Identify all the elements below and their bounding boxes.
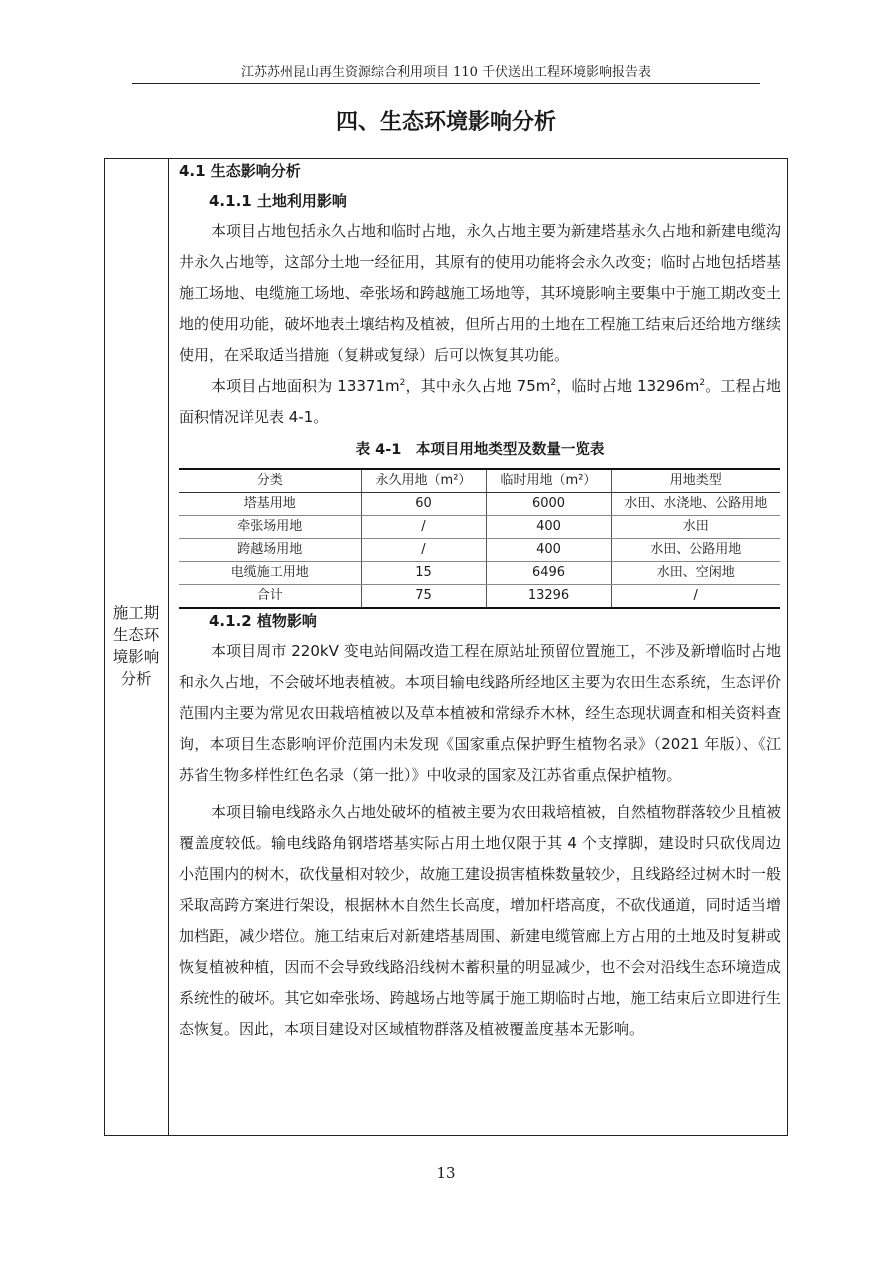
land-use-heading: 4.1.1 土地利用影响 [209,192,347,210]
land-use-paragraph: 本项目占地包括永久占地和临时占地，永久占地主要为新建塔基永久占地和新建电缆沟井永久占地等，这部分土地一经征用，其原有的使用功能将会永久改变；临时占地包括塔基施工场地、电缆施工场地、牵张场和跨越施工场地等，其环境影响主要集中于施工期改变土地的使用功能，破坏地表土壤结构及植被，但所占用的土地在工程施工结束后还给地方继续使用，在采取适当措施（复耕或复绿）后可以恢复其功能。 [179,222,782,364]
land-area-paragraph [179,371,781,433]
land-area-text: 本项目占地面积为 13371m [211,377,400,395]
row-label [104,602,168,690]
column-header: 永久用地（m²） [361,469,486,493]
table-cell: / [361,516,486,539]
superscript: 2 [399,378,406,388]
table-row [179,539,780,562]
table-cell: 塔基用地 [179,493,361,516]
table-cell: 6496 [486,562,611,585]
table-row [179,516,780,539]
table-cell: 15 [361,562,486,585]
table-total-row [179,585,780,609]
land-area-text: 。工程占地面积情况详见表 4-1。 [179,377,781,426]
table-cell: 电缆施工用地 [179,562,361,585]
table-cell: 13296 [486,585,611,609]
table-header-row [179,469,780,493]
table-cell: 400 [486,516,611,539]
superscript: 2 [550,378,557,388]
table-cell: / [361,539,486,562]
table-row [179,562,780,585]
table-cell: 400 [486,539,611,562]
vegetation-heading: 4.1.2 植物影响 [209,612,317,630]
land-use-table [179,468,780,609]
table-cell: 6000 [486,493,611,516]
page-number: 13 [436,1164,456,1182]
running-header: 江苏苏州昆山再生资源综合利用项目 110 千伏送出工程环境影响报告表 [240,65,652,80]
superscript: 2 [699,378,706,388]
header-rule [132,83,760,84]
content-body [179,160,781,1045]
table-cell: 水田、公路用地 [611,539,780,562]
vegetation-paragraph: 本项目输电线路永久占地处破坏的植被主要为农田栽培植被，自然植物群落较少且植被覆盖度较低。输电线路角钢塔塔基实际占用土地仅限于其 4 个支撑脚，建设时只砍伐周边小范围内的树木，砍伐量相对较少，故施工建设损害植株数量较少，且线路经过树木时一般采取高跨方案进行架设，根据林木自然生长高度，增加杆塔高度，不砍伐通道，同时适当增加档距，减少塔位。施工结束后对新建塔基周围、新建电缆管廊上方占用的土地及时复耕或恢复植被种植，因而不会导致线路沿线树木蓄积量的明显减少，也不会对沿线生态环境造成系统性的破坏。其它如牵张场、跨越场占地等属于施工期临时占地，施工结束后立即进行生态恢复。因此，本项目建设对区域植物群落及植被覆盖度基本无影响。 [179,803,782,1038]
section-heading: 4.1 生态影响分析 [179,162,301,180]
row-label-line: 生态环 [112,626,160,644]
row-label-line: 施工期 [112,604,160,622]
column-header: 临时用地（m²） [486,469,611,493]
table-cell: 跨越场用地 [179,539,361,562]
chapter-title: 四、生态环境影响分析 [335,110,556,135]
frame-divider [168,158,169,1136]
table-cell: 水田 [611,516,780,539]
table-cell: 75 [361,585,486,609]
row-label-line: 境影响 [112,648,160,666]
table-caption: 表 4-1 本项目用地类型及数量一览表 [355,442,605,458]
land-area-text: ，其中永久占地 75m [405,377,551,395]
land-area-text: ，临时占地 13296m [556,377,700,395]
table-cell: 水田、水浇地、公路用地 [611,493,780,516]
table-cell: / [611,585,780,609]
table-cell: 合计 [179,585,361,609]
table-row [179,493,780,516]
table-cell: 水田、空闲地 [611,562,780,585]
column-header: 分类 [179,469,361,493]
table-cell: 牵张场用地 [179,516,361,539]
vegetation-paragraph: 本项目周市 220kV 变电站间隔改造工程在原站址预留位置施工，不涉及新增临时占地和永久占地，不会破坏地表植被。本项目输电线路所经地区主要为农田生态系统，生态评价范围内主要为常见农田栽培植被以及草本植被和常绿乔木林，经生态现状调查和相关资料查询，本项目生态影响评价范围内未发现《国家重点保护野生植物名录》（2021 年版）、《江苏省生物多样性红色名录（第一批）》中收录的国家及江苏省重点保护植物。 [179,642,781,784]
table-cell: 60 [361,493,486,516]
column-header: 用地类型 [611,469,780,493]
row-label-line: 分析 [120,670,152,688]
